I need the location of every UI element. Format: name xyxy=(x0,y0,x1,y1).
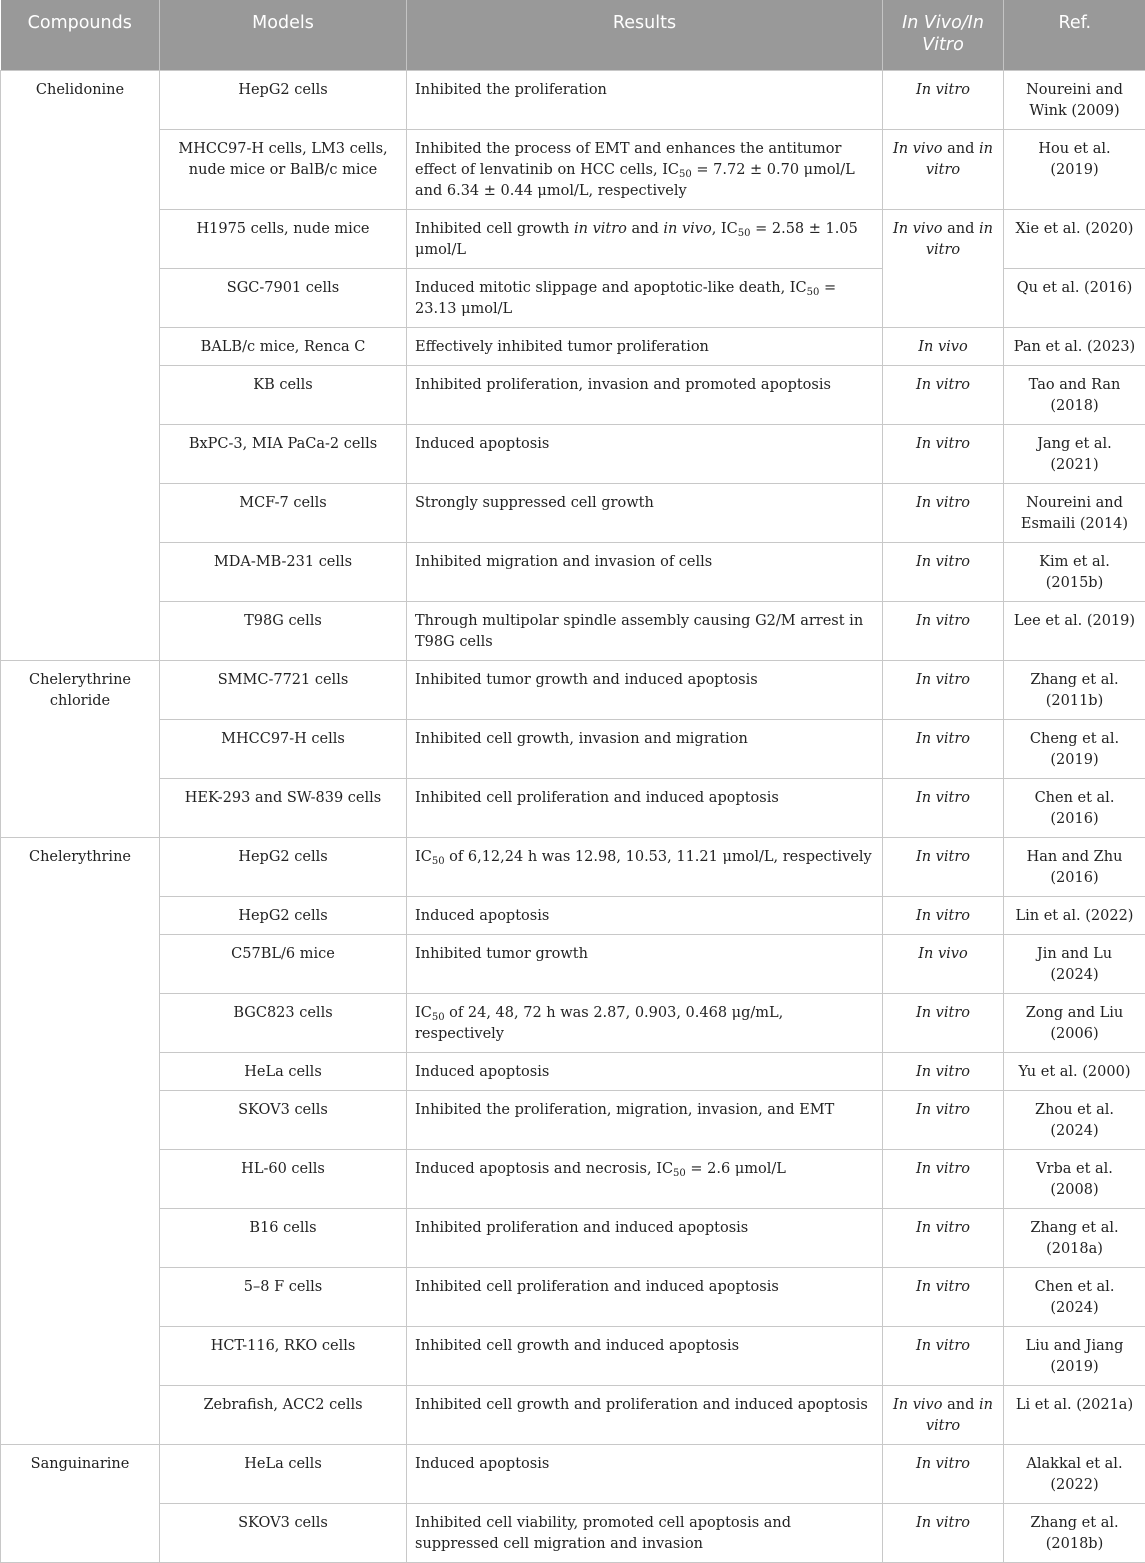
ref-cell: Lee et al. (2019) xyxy=(1004,601,1145,660)
model-cell: MCF-7 cells xyxy=(160,483,407,542)
vivo-vitro-cell: In vitro xyxy=(883,837,1004,896)
table-row xyxy=(1,1090,1145,1149)
result-cell: Induced apoptosis and necrosis, $IC_{50} = 2.6$ μmol/L xyxy=(407,1149,883,1208)
model-cell: B16 cells xyxy=(160,1208,407,1267)
header-row xyxy=(1,0,1145,70)
ref-cell: Zhang et al. (2018b) xyxy=(1004,1503,1145,1562)
result-cell: Through multipolar spindle assembly causing G2/M arrest in T98G cells xyxy=(407,601,883,660)
model-cell: HeLa cells xyxy=(160,1444,407,1503)
result-cell: Inhibited migration and invasion of cells xyxy=(407,542,883,601)
vivo-vitro-cell: In vitro xyxy=(883,1208,1004,1267)
model-cell: C57BL/6 mice xyxy=(160,934,407,993)
result-cell: Inhibited cell proliferation and induced apoptosis xyxy=(407,778,883,837)
header-compounds: Compounds xyxy=(1,0,160,70)
result-cell: Inhibited the process of EMT and enhances the antitumor effect of lenvatinib on HCC cells, $IC_{50} = 7.72 \pm 0.70$ μmol/L and 6.34 ± 0.44 μmol/L, respectively xyxy=(407,129,883,209)
result-cell: Inhibited cell viability, promoted cell apoptosis and suppressed cell migration and invasion xyxy=(407,1503,883,1562)
result-cell: Induced mitotic slippage and apoptotic-like death, $IC_{50} = 23.13$ μmol/L xyxy=(407,268,883,327)
vivo-vitro-cell: In vitro xyxy=(883,70,1004,129)
ref-cell: Yu et al. (2000) xyxy=(1004,1052,1145,1090)
ref-cell: Zhang et al. (2018a) xyxy=(1004,1208,1145,1267)
compound-cell: Chelerythrine xyxy=(1,837,160,1444)
vivo-vitro-cell: In vitro xyxy=(883,1267,1004,1326)
result-cell: $IC_{50}$ of 6,12,24 h was 12.98, 10.53, 11.21 μmol/L, respectively xyxy=(407,837,883,896)
vivo-vitro-cell: In vivo and in vitro xyxy=(883,1385,1004,1444)
result-cell: Induced apoptosis xyxy=(407,1444,883,1503)
vivo-vitro-cell: In vitro xyxy=(883,1444,1004,1503)
model-cell: HepG2 cells xyxy=(160,70,407,129)
vivo-vitro-cell: In vitro xyxy=(883,483,1004,542)
table-row xyxy=(1,934,1145,993)
model-cell: HEK-293 and SW-839 cells xyxy=(160,778,407,837)
model-cell: MHCC97-H cells xyxy=(160,719,407,778)
model-cell: BALB/c mice, Renca C xyxy=(160,327,407,365)
table-row xyxy=(1,1149,1145,1208)
header-results: Results xyxy=(407,0,883,70)
ref-cell: Tao and Ran (2018) xyxy=(1004,365,1145,424)
result-cell: Induced apoptosis xyxy=(407,424,883,483)
vivo-vitro-cell: In vitro xyxy=(883,993,1004,1052)
table-row xyxy=(1,483,1145,542)
compound-cell: Chelidonine xyxy=(1,70,160,660)
ref-cell: Kim et al. (2015b) xyxy=(1004,542,1145,601)
ref-cell: Lin et al. (2022) xyxy=(1004,896,1145,934)
model-cell: HepG2 cells xyxy=(160,837,407,896)
ref-cell: Pan et al. (2023) xyxy=(1004,327,1145,365)
model-cell: SMMC-7721 cells xyxy=(160,660,407,719)
table-row xyxy=(1,365,1145,424)
result-cell: Strongly suppressed cell growth xyxy=(407,483,883,542)
result-cell: Inhibited cell proliferation and induced apoptosis xyxy=(407,1267,883,1326)
table-row xyxy=(1,209,1145,268)
model-cell: 5–8 F cells xyxy=(160,1267,407,1326)
vivo-vitro-cell: In vitro xyxy=(883,1052,1004,1090)
table-row xyxy=(1,660,1145,719)
model-cell: HL-60 cells xyxy=(160,1149,407,1208)
table-row xyxy=(1,601,1145,660)
ref-cell: Xie et al. (2020) xyxy=(1004,209,1145,268)
model-cell: T98G cells xyxy=(160,601,407,660)
model-cell: SKOV3 cells xyxy=(160,1090,407,1149)
ref-cell: Cheng et al. (2019) xyxy=(1004,719,1145,778)
vivo-vitro-cell: In vitro xyxy=(883,896,1004,934)
ref-cell: Chen et al. (2024) xyxy=(1004,1267,1145,1326)
result-cell: Induced apoptosis xyxy=(407,1052,883,1090)
table-row xyxy=(1,993,1145,1052)
model-cell: BxPC-3, MIA PaCa-2 cells xyxy=(160,424,407,483)
table-row xyxy=(1,778,1145,837)
result-cell: Inhibited proliferation, invasion and promoted apoptosis xyxy=(407,365,883,424)
header-models: Models xyxy=(160,0,407,70)
vivo-vitro-cell: In vitro xyxy=(883,660,1004,719)
table-row xyxy=(1,837,1145,896)
table-row xyxy=(1,424,1145,483)
model-cell: HCT-116, RKO cells xyxy=(160,1326,407,1385)
model-cell: H1975 cells, nude mice xyxy=(160,209,407,268)
result-cell: Effectively inhibited tumor proliferation xyxy=(407,327,883,365)
ref-cell: Zhang et al. (2011b) xyxy=(1004,660,1145,719)
ref-cell: Vrba et al. (2008) xyxy=(1004,1149,1145,1208)
table-row xyxy=(1,542,1145,601)
vivo-vitro-cell: In vivo and in vitro xyxy=(883,209,1004,327)
vivo-vitro-cell: In vivo and in vitro xyxy=(883,129,1004,209)
vivo-vitro-cell: In vitro xyxy=(883,424,1004,483)
compound-cell: Sanguinarine xyxy=(1,1444,160,1562)
vivo-vitro-cell: In vitro xyxy=(883,778,1004,837)
header-ref: Ref. xyxy=(1004,0,1145,70)
table-row xyxy=(1,719,1145,778)
ref-cell: Alakkal et al. (2022) xyxy=(1004,1444,1145,1503)
ref-cell: Han and Zhu (2016) xyxy=(1004,837,1145,896)
result-cell: $IC_{50}$ of 24, 48, 72 h was 2.87, 0.903, 0.468 μg/mL, respectively xyxy=(407,993,883,1052)
table-row xyxy=(1,896,1145,934)
ref-cell: Zhou et al. (2024) xyxy=(1004,1090,1145,1149)
model-cell: HeLa cells xyxy=(160,1052,407,1090)
result-cell: Inhibited cell growth in vitro and in vivo, $IC_{50} = 2.58 \pm 1.05$ μmol/L xyxy=(407,209,883,268)
vivo-vitro-cell: In vitro xyxy=(883,1326,1004,1385)
vivo-vitro-cell: In vitro xyxy=(883,542,1004,601)
vivo-vitro-cell: In vitro xyxy=(883,1090,1004,1149)
ref-cell: Qu et al. (2016) xyxy=(1004,268,1145,327)
result-cell: Induced apoptosis xyxy=(407,896,883,934)
result-cell: Inhibited tumor growth xyxy=(407,934,883,993)
table-row xyxy=(1,327,1145,365)
table-row xyxy=(1,129,1145,209)
model-cell: MHCC97-H cells, LM3 cells, nude mice or BalB/c mice xyxy=(160,129,407,209)
model-cell: MDA-MB-231 cells xyxy=(160,542,407,601)
table-row xyxy=(1,1052,1145,1090)
vivo-vitro-cell: In vitro xyxy=(883,719,1004,778)
ref-cell: Chen et al. (2016) xyxy=(1004,778,1145,837)
result-cell: Inhibited cell growth, invasion and migration xyxy=(407,719,883,778)
vivo-vitro-cell: In vitro xyxy=(883,1149,1004,1208)
model-cell: BGC823 cells xyxy=(160,993,407,1052)
result-cell: Inhibited proliferation and induced apoptosis xyxy=(407,1208,883,1267)
result-cell: Inhibited the proliferation, migration, invasion, and EMT xyxy=(407,1090,883,1149)
result-cell: Inhibited tumor growth and induced apoptosis xyxy=(407,660,883,719)
table-row xyxy=(1,1326,1145,1385)
vivo-vitro-cell: In vivo xyxy=(883,327,1004,365)
table-row xyxy=(1,1208,1145,1267)
result-cell: Inhibited cell growth and induced apoptosis xyxy=(407,1326,883,1385)
ref-cell: Jang et al. (2021) xyxy=(1004,424,1145,483)
vivo-vitro-cell: In vivo xyxy=(883,934,1004,993)
model-cell: KB cells xyxy=(160,365,407,424)
model-cell: HepG2 cells xyxy=(160,896,407,934)
ref-cell: Noureini and Esmaili (2014) xyxy=(1004,483,1145,542)
vivo-vitro-cell: In vitro xyxy=(883,1503,1004,1562)
table-row xyxy=(1,1385,1145,1444)
ref-cell: Hou et al. (2019) xyxy=(1004,129,1145,209)
compound-cell: Chelerythrine chloride xyxy=(1,660,160,837)
table-row xyxy=(1,1503,1145,1562)
vivo-vitro-cell: In vitro xyxy=(883,365,1004,424)
ref-cell: Noureini and Wink (2009) xyxy=(1004,70,1145,129)
result-cell: Inhibited the proliferation xyxy=(407,70,883,129)
ref-cell: Li et al. (2021a) xyxy=(1004,1385,1145,1444)
vivo-vitro-cell: In vitro xyxy=(883,601,1004,660)
model-cell: Zebrafish, ACC2 cells xyxy=(160,1385,407,1444)
ref-cell: Jin and Lu (2024) xyxy=(1004,934,1145,993)
table-row xyxy=(1,1267,1145,1326)
model-cell: SKOV3 cells xyxy=(160,1503,407,1562)
header-in-vivo-in-vitro: In Vivo/In Vitro xyxy=(883,0,1004,70)
model-cell: SGC-7901 cells xyxy=(160,268,407,327)
ref-cell: Zong and Liu (2006) xyxy=(1004,993,1145,1052)
table-row xyxy=(1,70,1145,129)
table-row xyxy=(1,1444,1145,1503)
ref-cell: Liu and Jiang (2019) xyxy=(1004,1326,1145,1385)
result-cell: Inhibited cell growth and proliferation and induced apoptosis xyxy=(407,1385,883,1444)
